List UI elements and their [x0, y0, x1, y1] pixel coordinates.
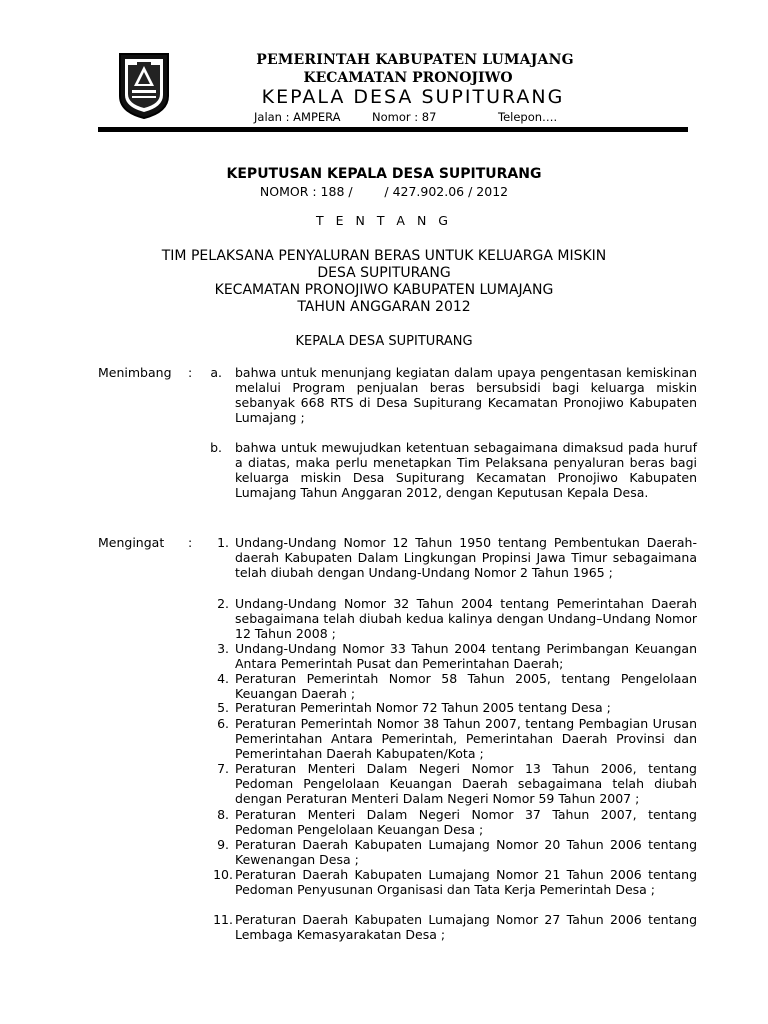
letterhead-phone: Telepon….	[498, 110, 558, 124]
decree-title: KEPUTUSAN KEPALA DESA SUPITURANG	[226, 166, 542, 182]
mengingat-item: Peraturan Daerah Kabupaten Lumajang Nomor 21 Tahun 2006 tentang Pedoman Penyusunan Organisasi dan Tata Kerja Pemerintah Desa ;	[235, 867, 697, 897]
list-marker: 5.	[217, 700, 229, 715]
decree-number: NOMOR : 188 / / 427.902.06 / 2012	[259, 184, 509, 199]
mengingat-item: Peraturan Daerah Kabupaten Lumajang Nomor 27 Tahun 2006 tentang Lembaga Kemasyarakatan Desa ;	[235, 912, 697, 942]
letterhead-divider	[98, 127, 688, 132]
letterhead-district: KECAMATAN PRONOJIWO	[303, 70, 513, 86]
list-marker: 9.	[217, 837, 229, 852]
list-marker: 2.	[217, 596, 229, 611]
mengingat-item: Undang-Undang Nomor 32 Tahun 2004 tentang Pemerintahan Daerah sebagaimana telah diubah kedua kalinya dengan Undang–Undang Nomor 12 Tahun 2008 ;	[235, 596, 697, 641]
list-marker: 11.	[213, 912, 233, 927]
decree-subject-line: DESA SUPITURANG	[317, 265, 451, 281]
list-marker: 6.	[217, 716, 229, 731]
list-marker: 7.	[217, 761, 229, 776]
letterhead-village-head: KEPALA DESA SUPITURANG	[261, 86, 565, 108]
list-marker: 8.	[217, 807, 229, 822]
list-marker: 4.	[217, 671, 229, 686]
letterhead-address: Jalan : AMPERA	[254, 110, 341, 124]
menimbang-colon: :	[188, 365, 193, 380]
mengingat-label: Mengingat	[98, 535, 165, 550]
decree-subject-line: TAHUN ANGGARAN 2012	[297, 299, 471, 315]
mengingat-item: Peraturan Pemerintah Nomor 38 Tahun 2007, tentang Pembagian Urusan Pemerintahan Antara Pemerintah, Pemerintahan Daerah Provinsi dan Pemerintahan Daerah Kabupaten/Kota ;	[235, 716, 697, 761]
mengingat-item: Peraturan Daerah Kabupaten Lumajang Nomor 20 Tahun 2006 tentang Kewenangan Desa ;	[235, 837, 697, 867]
menimbang-label: Menimbang	[98, 365, 172, 380]
decree-tentang: T E N T A N G	[316, 213, 452, 228]
mengingat-item: Peraturan Menteri Dalam Negeri Nomor 13 Tahun 2006, tentang Pedoman Pengelolaan Keuangan Daerah sebagaimana telah diubah dengan Peraturan Menteri Dalam Negeri Nomor 59 Tahun 2007 ;	[235, 761, 697, 806]
list-marker: 1.	[217, 535, 229, 550]
mengingat-item: Undang-Undang Nomor 12 Tahun 1950 tentang Pembentukan Daerah-daerah Kabupaten Dalam Lingkungan Propinsi Jawa Timur sebagaimana telah diubah dengan Undang-Undang Nomor 2 Tahun 1965 ;	[235, 535, 697, 580]
list-marker: b.	[210, 440, 222, 455]
mengingat-item: Peraturan Pemerintah Nomor 58 Tahun 2005, tentang Pengelolaan Keuangan Daerah ;	[235, 671, 697, 701]
mengingat-item: Peraturan Menteri Dalam Negeri Nomor 37 Tahun 2007, tentang Pedoman Pengelolaan Keuangan Desa ;	[235, 807, 697, 837]
letterhead-number: Nomor : 87	[372, 110, 437, 124]
list-marker: 3.	[217, 641, 229, 656]
menimbang-item: bahwa untuk mewujudkan ketentuan sebagaimana dimaksud pada huruf a diatas, maka perlu menetapkan Tim Pelaksana penyaluran beras bagi keluarga miskin Desa Supiturang Kecamatan Pronojiwo Kabupaten Lumajang Tahun Anggaran 2012, dengan Keputusan Kepala Desa.	[235, 440, 697, 500]
decree-subject-line: KECAMATAN PRONOJIWO KABUPATEN LUMAJANG	[214, 282, 554, 298]
mengingat-item: Peraturan Pemerintah Nomor 72 Tahun 2005 tentang Desa ;	[235, 700, 611, 715]
letterhead-government: PEMERINTAH KABUPATEN LUMAJANG	[256, 52, 574, 68]
decree-issuer: KEPALA DESA SUPITURANG	[295, 334, 473, 349]
list-marker: a.	[210, 365, 222, 380]
mengingat-colon: :	[188, 535, 193, 550]
mengingat-item: Undang-Undang Nomor 33 Tahun 2004 tentang Perimbangan Keuangan Antara Pemerintah Pusat dan Pemerintahan Daerah;	[235, 641, 697, 671]
menimbang-item: bahwa untuk menunjang kegiatan dalam upaya pengentasan kemiskinan melalui Program penjualan beras bersubsidi bagi keluarga miskin sebanyak 668 RTS di Desa Supiturang Kecamatan Pronojiwo Kabupaten Lumajang ;	[235, 365, 697, 425]
list-marker: 10.	[213, 867, 233, 882]
decree-subject-line: TIM PELAKSANA PENYALURAN BERAS UNTUK KELUARGA MISKIN	[161, 248, 607, 264]
